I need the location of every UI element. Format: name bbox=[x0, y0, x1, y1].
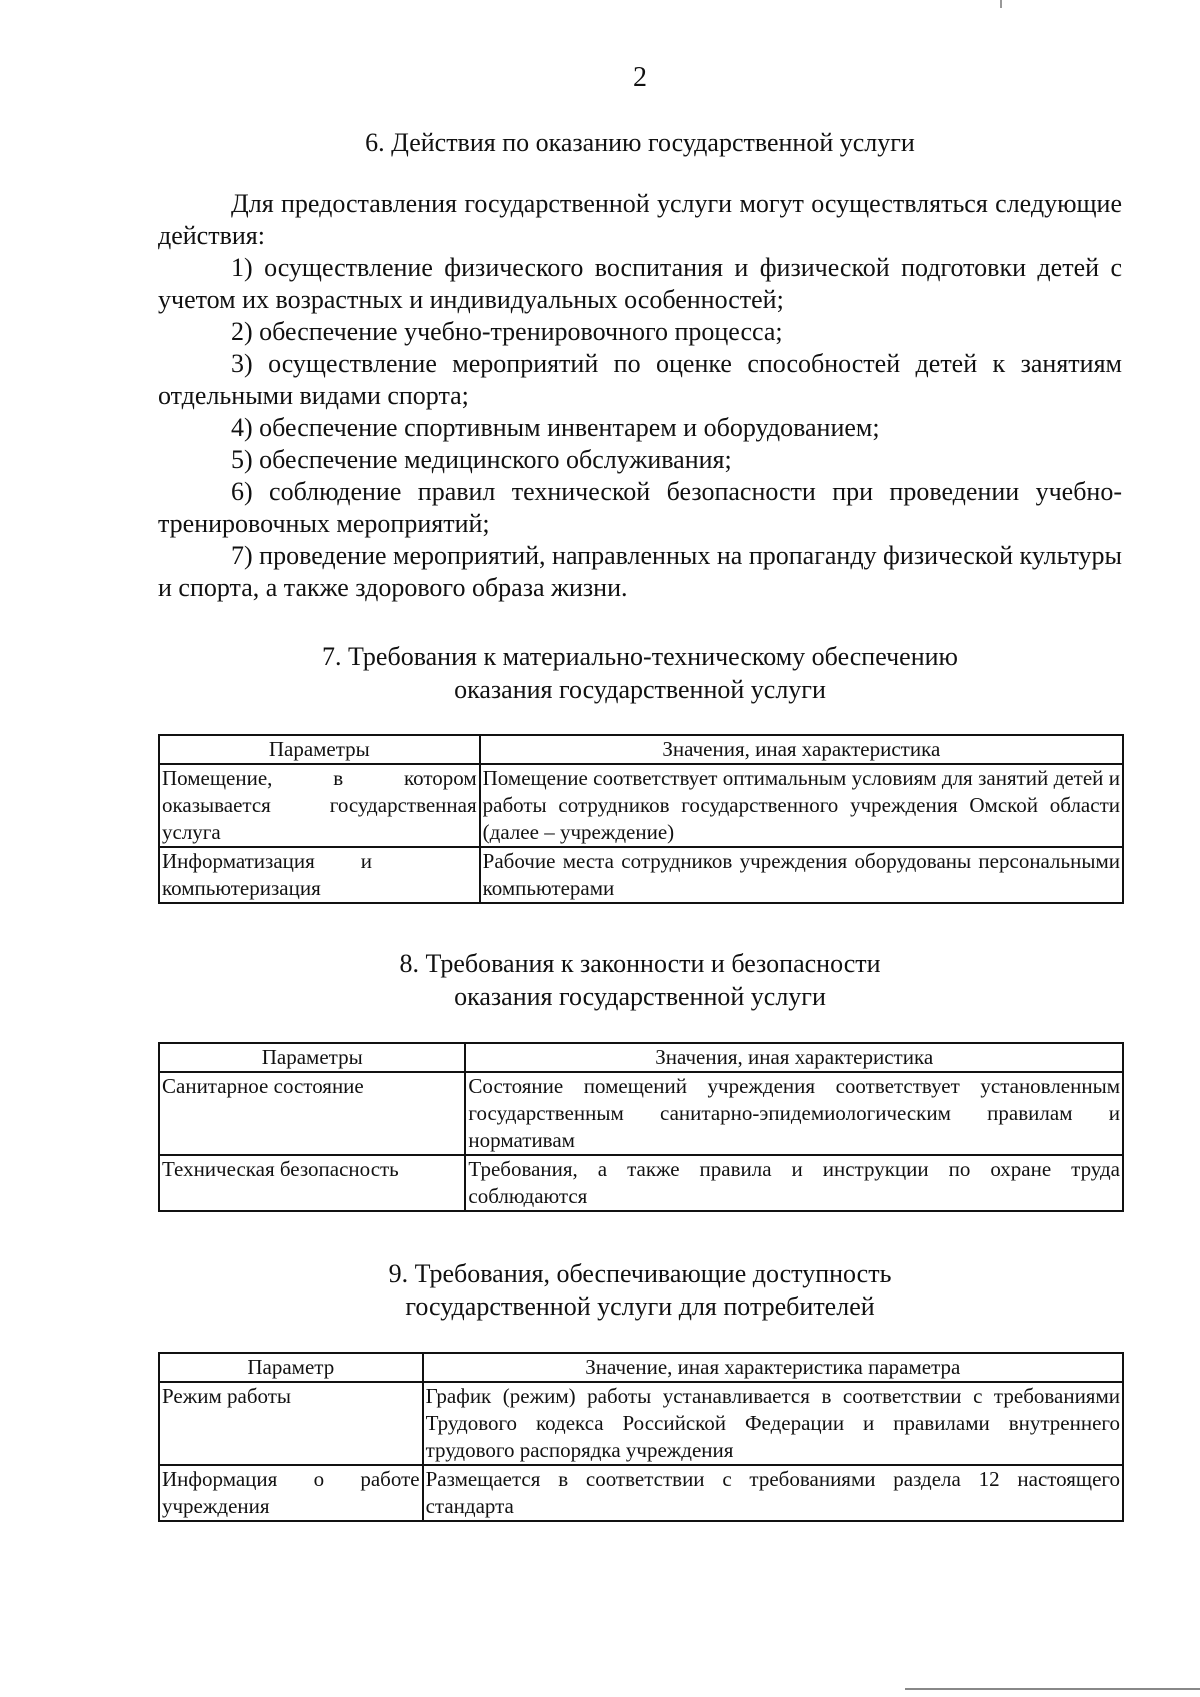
value-text: Рабочие места сотрудников учреждения оборудованы персональными компьютерами bbox=[482, 849, 1120, 900]
section-9-title bbox=[150, 1257, 1130, 1323]
section-6-title: 6. Действия по оказанию государственной услуги bbox=[365, 128, 915, 157]
value-cell bbox=[465, 1072, 1123, 1155]
table-header-row bbox=[159, 1353, 1123, 1382]
section-8-title bbox=[150, 947, 1130, 1013]
value-cell bbox=[465, 1155, 1123, 1211]
section-7-title-line-1: 7. Требования к материально-техническому обеспечению bbox=[322, 642, 958, 671]
column-header-params: Параметры bbox=[159, 1043, 465, 1072]
section-7-title-line-2: оказания государственной услуги bbox=[454, 675, 826, 704]
param-cell bbox=[159, 1465, 423, 1521]
value-cell bbox=[423, 1465, 1123, 1521]
section-7-title bbox=[150, 640, 1130, 706]
table-row bbox=[159, 847, 1123, 903]
section-6-item-7: 7) проведение мероприятий, направленных на пропаганду физической культуры и спорта, а также здорового образа жизни. bbox=[158, 541, 1122, 602]
param-cell bbox=[159, 764, 480, 847]
section-6-item-2: 2) обеспечение учебно-тренировочного процесса; bbox=[231, 317, 783, 346]
param-text: Техническая безопасность bbox=[162, 1157, 399, 1181]
table-row bbox=[159, 1155, 1123, 1211]
page-number: 2 bbox=[633, 62, 647, 93]
table-accessibility bbox=[158, 1352, 1124, 1522]
column-header-values: Значения, иная характеристика bbox=[465, 1043, 1123, 1072]
table-row bbox=[159, 1465, 1123, 1521]
table-header-row bbox=[159, 1043, 1123, 1072]
column-header-values: Значение, иная характеристика параметра bbox=[423, 1353, 1123, 1382]
table-row bbox=[159, 1382, 1123, 1465]
section-8-title-line-2: оказания государственной услуги bbox=[454, 982, 826, 1011]
section-6-item-6: 6) соблюдение правил технической безопасности при проведении учебно-тренировочных мероприятий; bbox=[158, 477, 1122, 538]
section-9-title-line-2: государственной услуги для потребителей bbox=[405, 1292, 875, 1321]
param-cell bbox=[159, 1382, 423, 1465]
section-6-item-5: 5) обеспечение медицинского обслуживания; bbox=[231, 445, 732, 474]
value-text: Состояние помещений учреждения соответствует установленным государственным санитарно-эпидемиологическим правилам и нормативам bbox=[468, 1074, 1120, 1152]
value-cell bbox=[423, 1382, 1123, 1465]
section-6-intro: Для предоставления государственной услуги могут осуществляться следующие действия: bbox=[158, 189, 1122, 250]
scan-edge-line bbox=[905, 1688, 1200, 1690]
value-cell bbox=[480, 764, 1123, 847]
section-9-title-line-1: 9. Требования, обеспечивающие доступность bbox=[388, 1259, 892, 1288]
column-header-params: Параметр bbox=[159, 1353, 423, 1382]
param-text: Режим работы bbox=[162, 1384, 292, 1408]
value-text: График (режим) работы устанавливается в соответствии с требованиями Трудового кодекса Российской Федерации и правилами внутреннего трудового распорядка учреждения bbox=[425, 1384, 1120, 1462]
column-header-values: Значения, иная характеристика bbox=[480, 735, 1123, 764]
section-8-title-line-1: 8. Требования к законности и безопасности bbox=[399, 949, 881, 978]
value-text: Требования, а также правила и инструкции по охране труда соблюдаются bbox=[468, 1157, 1120, 1208]
section-6-item-4: 4) обеспечение спортивным инвентарем и оборудованием; bbox=[231, 413, 880, 442]
column-header-params: Параметры bbox=[159, 735, 480, 764]
section-6-item-3: 3) осуществление мероприятий по оценке способностей детей к занятиям отдельными видами спорта; bbox=[158, 349, 1122, 410]
table-row bbox=[159, 1072, 1123, 1155]
param-text: Информация о работе учреждения bbox=[162, 1467, 420, 1518]
scan-artifact bbox=[1000, 0, 1002, 8]
value-text: Помещение соответствует оптимальным условиям для занятий детей и работы сотрудников государственного учреждения Омской области (далее – учреждение) bbox=[482, 766, 1120, 844]
param-cell bbox=[159, 1155, 465, 1211]
table-material-support bbox=[158, 734, 1124, 904]
section-6-body bbox=[158, 188, 1122, 604]
section-6-item-1: 1) осуществление физического воспитания и физической подготовки детей с учетом их возрастных и индивидуальных особенностей; bbox=[158, 253, 1122, 314]
value-cell bbox=[480, 847, 1123, 903]
value-text: Размещается в соответствии с требованиями раздела 12 настоящего стандарта bbox=[425, 1467, 1120, 1518]
param-text: Санитарное состояние bbox=[162, 1074, 364, 1098]
param-text: Помещение, в котором оказывается государственная услуга bbox=[162, 766, 477, 844]
param-text: Информатизация и компьютеризация bbox=[162, 849, 372, 900]
table-legality-safety bbox=[158, 1042, 1124, 1212]
param-cell bbox=[159, 1072, 465, 1155]
table-row bbox=[159, 764, 1123, 847]
param-cell bbox=[159, 847, 480, 903]
table-header-row bbox=[159, 735, 1123, 764]
